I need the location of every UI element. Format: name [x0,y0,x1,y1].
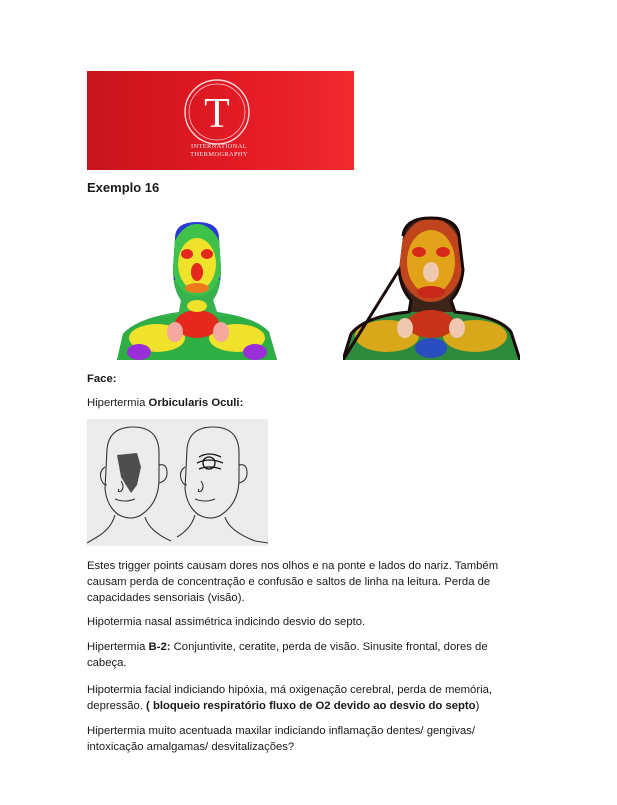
section-face-label: Face: [87,373,117,385]
paragraph-trigger-points: Estes trigger points causam dores nos olhos e na ponte e lados do nariz. Também causam perda de concentração e confusão e saltos de linha na leitura. Perda de capacidades sensoriais (visão). [87,560,499,604]
paragraph-maxillary-hyperthermia: Hipertermia muito acentuada maxilar indiciando inflamação dentes/ gengivas/ intoxicação amalgamas/ desvitalizações? [87,725,476,753]
page-title: Exemplo 16 [87,180,160,195]
trigger-point-illustration [87,419,268,546]
paragraph-facial-hypothermia: Hipotermia facial indiciando hipóxia, má oxigenação cerebral, perda de memória, depressão. ( bloqueio respiratório fluxo de O2 devido ao desvio do septo) [87,684,493,712]
company-logo [87,71,354,170]
paragraph-nasal-hypothermia: Hipotermia nasal assimétrica indicindo desvio do septo. [87,616,366,628]
orbicularis-heading: Hipertermia Orbicularis Oculi: [87,397,244,409]
logo-text-line-1: INTERNATIONAL [191,143,247,150]
logo-text-line-2: THERMOGRAPHY [190,151,248,158]
logo-letter: T [204,91,230,137]
thermogram-front-image [117,220,277,360]
paragraph-b2-hyperthermia: Hipertermia B-2: Conjuntivite, ceratite, perda de visão. Sinusite frontal, dores de cabeça. [87,641,488,669]
thermogram-neck-image [343,216,520,360]
